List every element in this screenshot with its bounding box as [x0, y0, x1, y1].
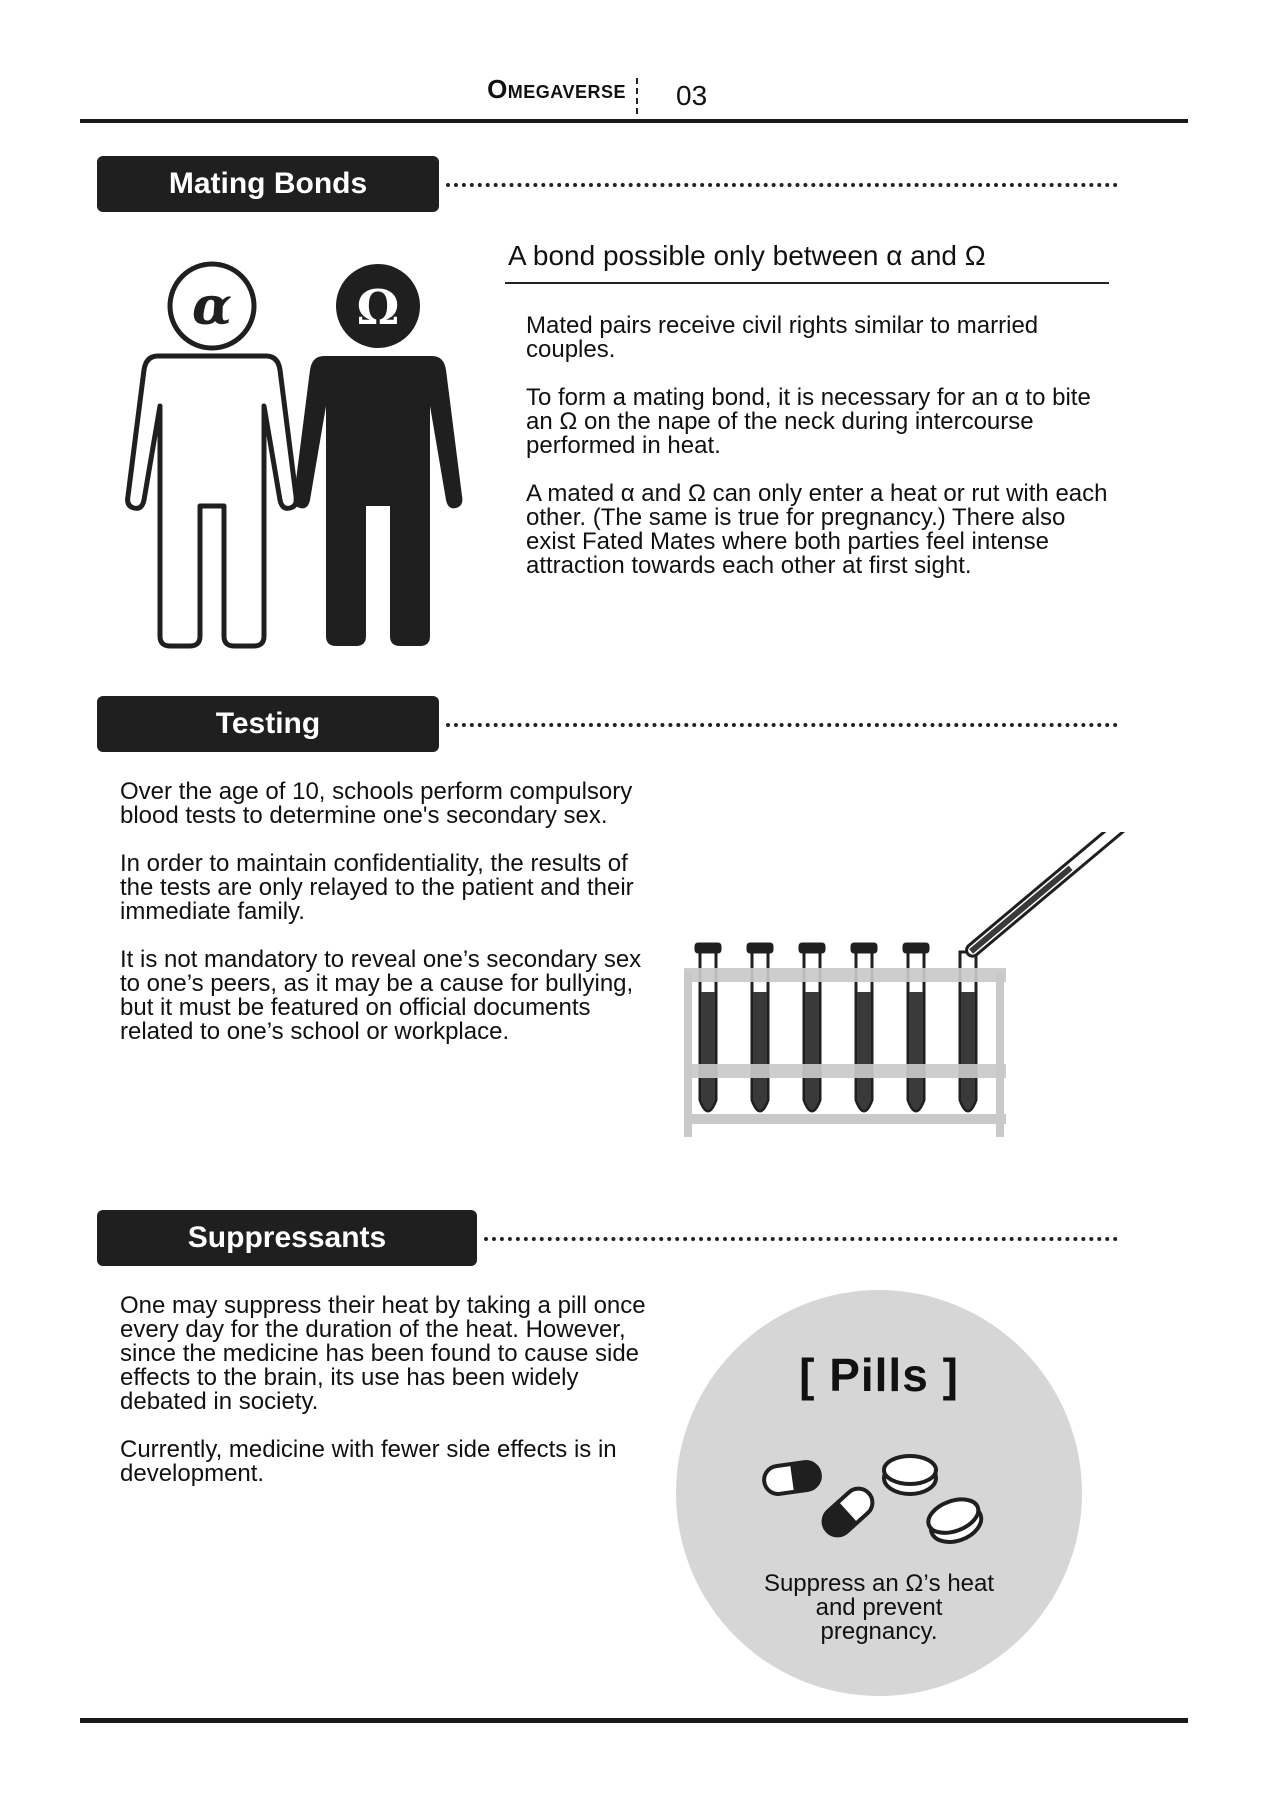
alpha-figure-icon	[128, 264, 297, 646]
section-label-testing: Testing	[97, 696, 439, 752]
subheading-underline	[505, 282, 1109, 284]
paragraph: Mated pairs receive civil rights similar to married couples.	[526, 312, 1039, 363]
alpha-symbol: α	[191, 276, 233, 337]
test-tube-rack-illustration	[676, 832, 1136, 1142]
paragraph: In order to maintain confidentiality, the results of the tests are only relayed to the patient and their immediate family.	[120, 850, 634, 925]
paragraph: One may suppress their heat by taking a pill once every day for the duration of the heat. However, since the medicine has been found to cause side effects to the brain, its use has been widely debated in society.	[120, 1292, 646, 1415]
page-number: 03	[676, 80, 708, 111]
testing-body-text	[120, 780, 660, 1068]
top-rule	[80, 119, 1188, 123]
pills-caption: Suppress an Ω’s heat and prevent pregnancy.	[763, 1570, 995, 1645]
omega-symbol: Ω	[356, 280, 400, 336]
section-label-mating-bonds: Mating Bonds	[97, 156, 439, 212]
paragraph: To form a mating bond, it is necessary for an α to bite an Ω on the nape of the neck during intercourse performed in heat.	[526, 384, 1091, 459]
pills-title: [ Pills ]	[799, 1349, 959, 1401]
running-header-title: Omegaverse	[487, 74, 626, 104]
alpha-omega-couple-illustration	[118, 256, 478, 656]
tablet-pill-icon	[884, 1456, 936, 1494]
bottom-rule	[80, 1718, 1188, 1723]
section-label-suppressants: Suppressants	[97, 1210, 477, 1266]
section-dotted-leader	[446, 183, 1118, 187]
header-divider	[636, 78, 638, 114]
capsule-pill-icon	[818, 1483, 878, 1541]
omega-figure-icon	[294, 264, 463, 646]
mating-subheading: A bond possible only between α and Ω	[508, 240, 986, 271]
section-dotted-leader	[446, 723, 1118, 727]
suppressants-body-text	[120, 1294, 664, 1510]
capsule-pill-icon	[762, 1460, 821, 1496]
paragraph: Over the age of 10, schools perform compulsory blood tests to determine one's secondary sex.	[120, 778, 633, 829]
pills-illustration	[756, 1440, 996, 1560]
test-tubes-icon	[684, 832, 1133, 1137]
paragraph: A mated α and Ω can only enter a heat or rut with each other. (The same is true for pregnancy.) There also exist Fated Mates where both parties feel intense attraction towards each other at first sight.	[526, 480, 1108, 579]
tablet-pill-icon	[924, 1493, 987, 1548]
paragraph: Currently, medicine with fewer side effects is in development.	[120, 1436, 617, 1487]
paragraph: It is not mandatory to reveal one’s secondary sex to one’s peers, as it may be a cause for bullying, but it must be featured on official documents related to one’s school or workplace.	[120, 946, 642, 1045]
mating-body-text	[526, 314, 1116, 602]
section-dotted-leader	[484, 1237, 1118, 1241]
